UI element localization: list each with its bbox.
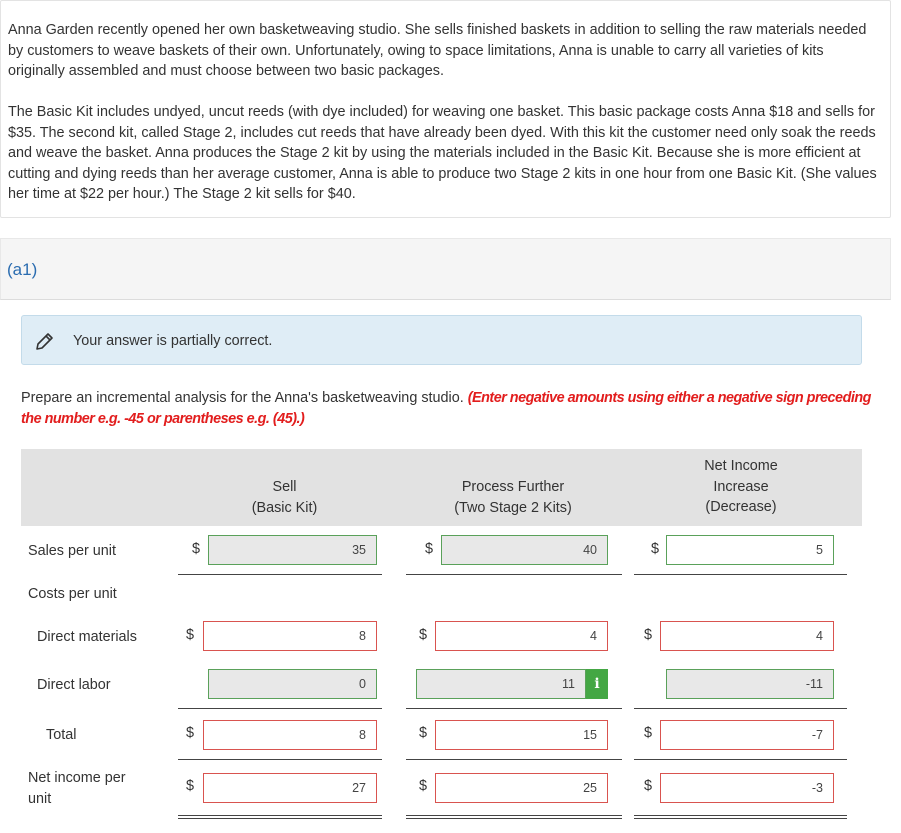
dollar-sign: $	[651, 541, 660, 557]
dollar-sign: $	[186, 778, 195, 794]
double-underline	[406, 815, 622, 819]
dollar-sign: $	[186, 627, 195, 643]
part-header	[0, 238, 891, 300]
instructions-text: Prepare an incremental analysis for the Anna's basketweaving studio.	[21, 390, 468, 406]
underline	[178, 759, 382, 760]
problem-paragraph-2: The Basic Kit includes undyed, uncut reeds (with dye included) for weaving one basket. This basic package costs Anna $18 and sells for $35. The second kit, called Stage 2, includes cut reeds that have already been dyed. With this kit the customer need only soak the reeds and weave the basket. Anna produces the Stage 2 kit by using the materials included in the Basic Kit. Because she is more efficient at cutting and dying reeds than her average customer, Anna is able to produce two Stage 2 kits in one hour from one Basic Kit. (She values her time at $22 per hour.) The Stage 2 kit sells for $40.	[8, 104, 877, 203]
underline	[406, 759, 622, 760]
double-underline	[634, 815, 847, 819]
total-process-input[interactable]: 15	[435, 720, 608, 750]
underline	[634, 759, 847, 760]
problem-statement	[0, 0, 891, 218]
pencil-icon	[34, 330, 56, 350]
total-net-input[interactable]: -7	[660, 720, 834, 750]
row-label-direct-materials: Direct materials	[37, 629, 137, 645]
row-label-net-income-line2: unit	[28, 790, 52, 807]
double-underline	[178, 815, 382, 819]
info-icon[interactable]: i	[586, 669, 608, 699]
materials-process-input[interactable]: 4	[435, 621, 608, 651]
header-net-line2: Increase	[713, 478, 769, 495]
feedback-banner	[21, 315, 862, 365]
row-label-net-income	[28, 768, 126, 809]
sales-sell-input[interactable]: 35	[208, 535, 377, 565]
dollar-sign: $	[644, 778, 653, 794]
row-label-net-income-line1: Net income per	[28, 770, 126, 786]
dollar-sign: $	[644, 627, 653, 643]
feedback-text: Your answer is partially correct.	[73, 333, 273, 349]
materials-net-input[interactable]: 4	[660, 621, 834, 651]
header-net-line1: Net Income	[704, 458, 778, 474]
sales-net-input[interactable]: 5	[666, 535, 834, 565]
part-label: (a1)	[7, 260, 38, 279]
header-sell-line1: Sell	[272, 479, 297, 495]
underline	[634, 708, 847, 709]
table-header	[21, 449, 862, 526]
header-process-line2: (Two Stage 2 Kits)	[454, 499, 572, 516]
labor-process-input[interactable]: 11	[416, 669, 586, 699]
header-net-income	[666, 456, 816, 518]
net-income-sell-input[interactable]: 27	[203, 773, 377, 803]
dollar-sign: $	[419, 627, 428, 643]
dollar-sign: $	[644, 725, 653, 741]
dollar-sign: $	[192, 541, 201, 557]
header-process-line1: Process Further	[461, 479, 565, 495]
sales-process-input[interactable]: 40	[441, 535, 608, 565]
dollar-sign: $	[419, 725, 428, 741]
row-label-total: Total	[46, 727, 77, 743]
underline	[178, 574, 382, 575]
underline	[178, 708, 382, 709]
total-sell-input[interactable]: 8	[203, 720, 377, 750]
header-process-further	[433, 477, 593, 518]
header-sell	[232, 477, 337, 518]
underline	[406, 574, 622, 575]
dollar-sign: $	[425, 541, 434, 557]
header-net-line3: (Decrease)	[705, 499, 777, 515]
row-label-costs: Costs per unit	[28, 586, 117, 602]
problem-paragraph-1: Anna Garden recently opened her own basketweaving studio. She sells finished baskets in addition to selling the raw materials needed by customers to weave baskets of their own. Unfortunately, owing to space limitations, Anna is unable to carry all varieties of kits originally assembled and must choose between two basic packages.	[8, 22, 867, 80]
labor-net-input[interactable]: -11	[666, 669, 834, 699]
underline	[406, 708, 622, 709]
row-label-direct-labor: Direct labor	[37, 677, 111, 693]
net-income-net-input[interactable]: -3	[660, 773, 834, 803]
dollar-sign: $	[419, 778, 428, 794]
instructions-note: (Enter negative amounts using either a negative sign preceding the number e.g. -45 or parentheses e.g. (45).)	[21, 390, 871, 427]
row-label-sales: Sales per unit	[28, 543, 116, 559]
net-income-process-input[interactable]: 25	[435, 773, 608, 803]
instructions	[21, 388, 871, 429]
labor-sell-input[interactable]: 0	[208, 669, 377, 699]
dollar-sign: $	[186, 725, 195, 741]
header-sell-line2: (Basic Kit)	[251, 499, 318, 516]
underline	[634, 574, 847, 575]
materials-sell-input[interactable]: 8	[203, 621, 377, 651]
